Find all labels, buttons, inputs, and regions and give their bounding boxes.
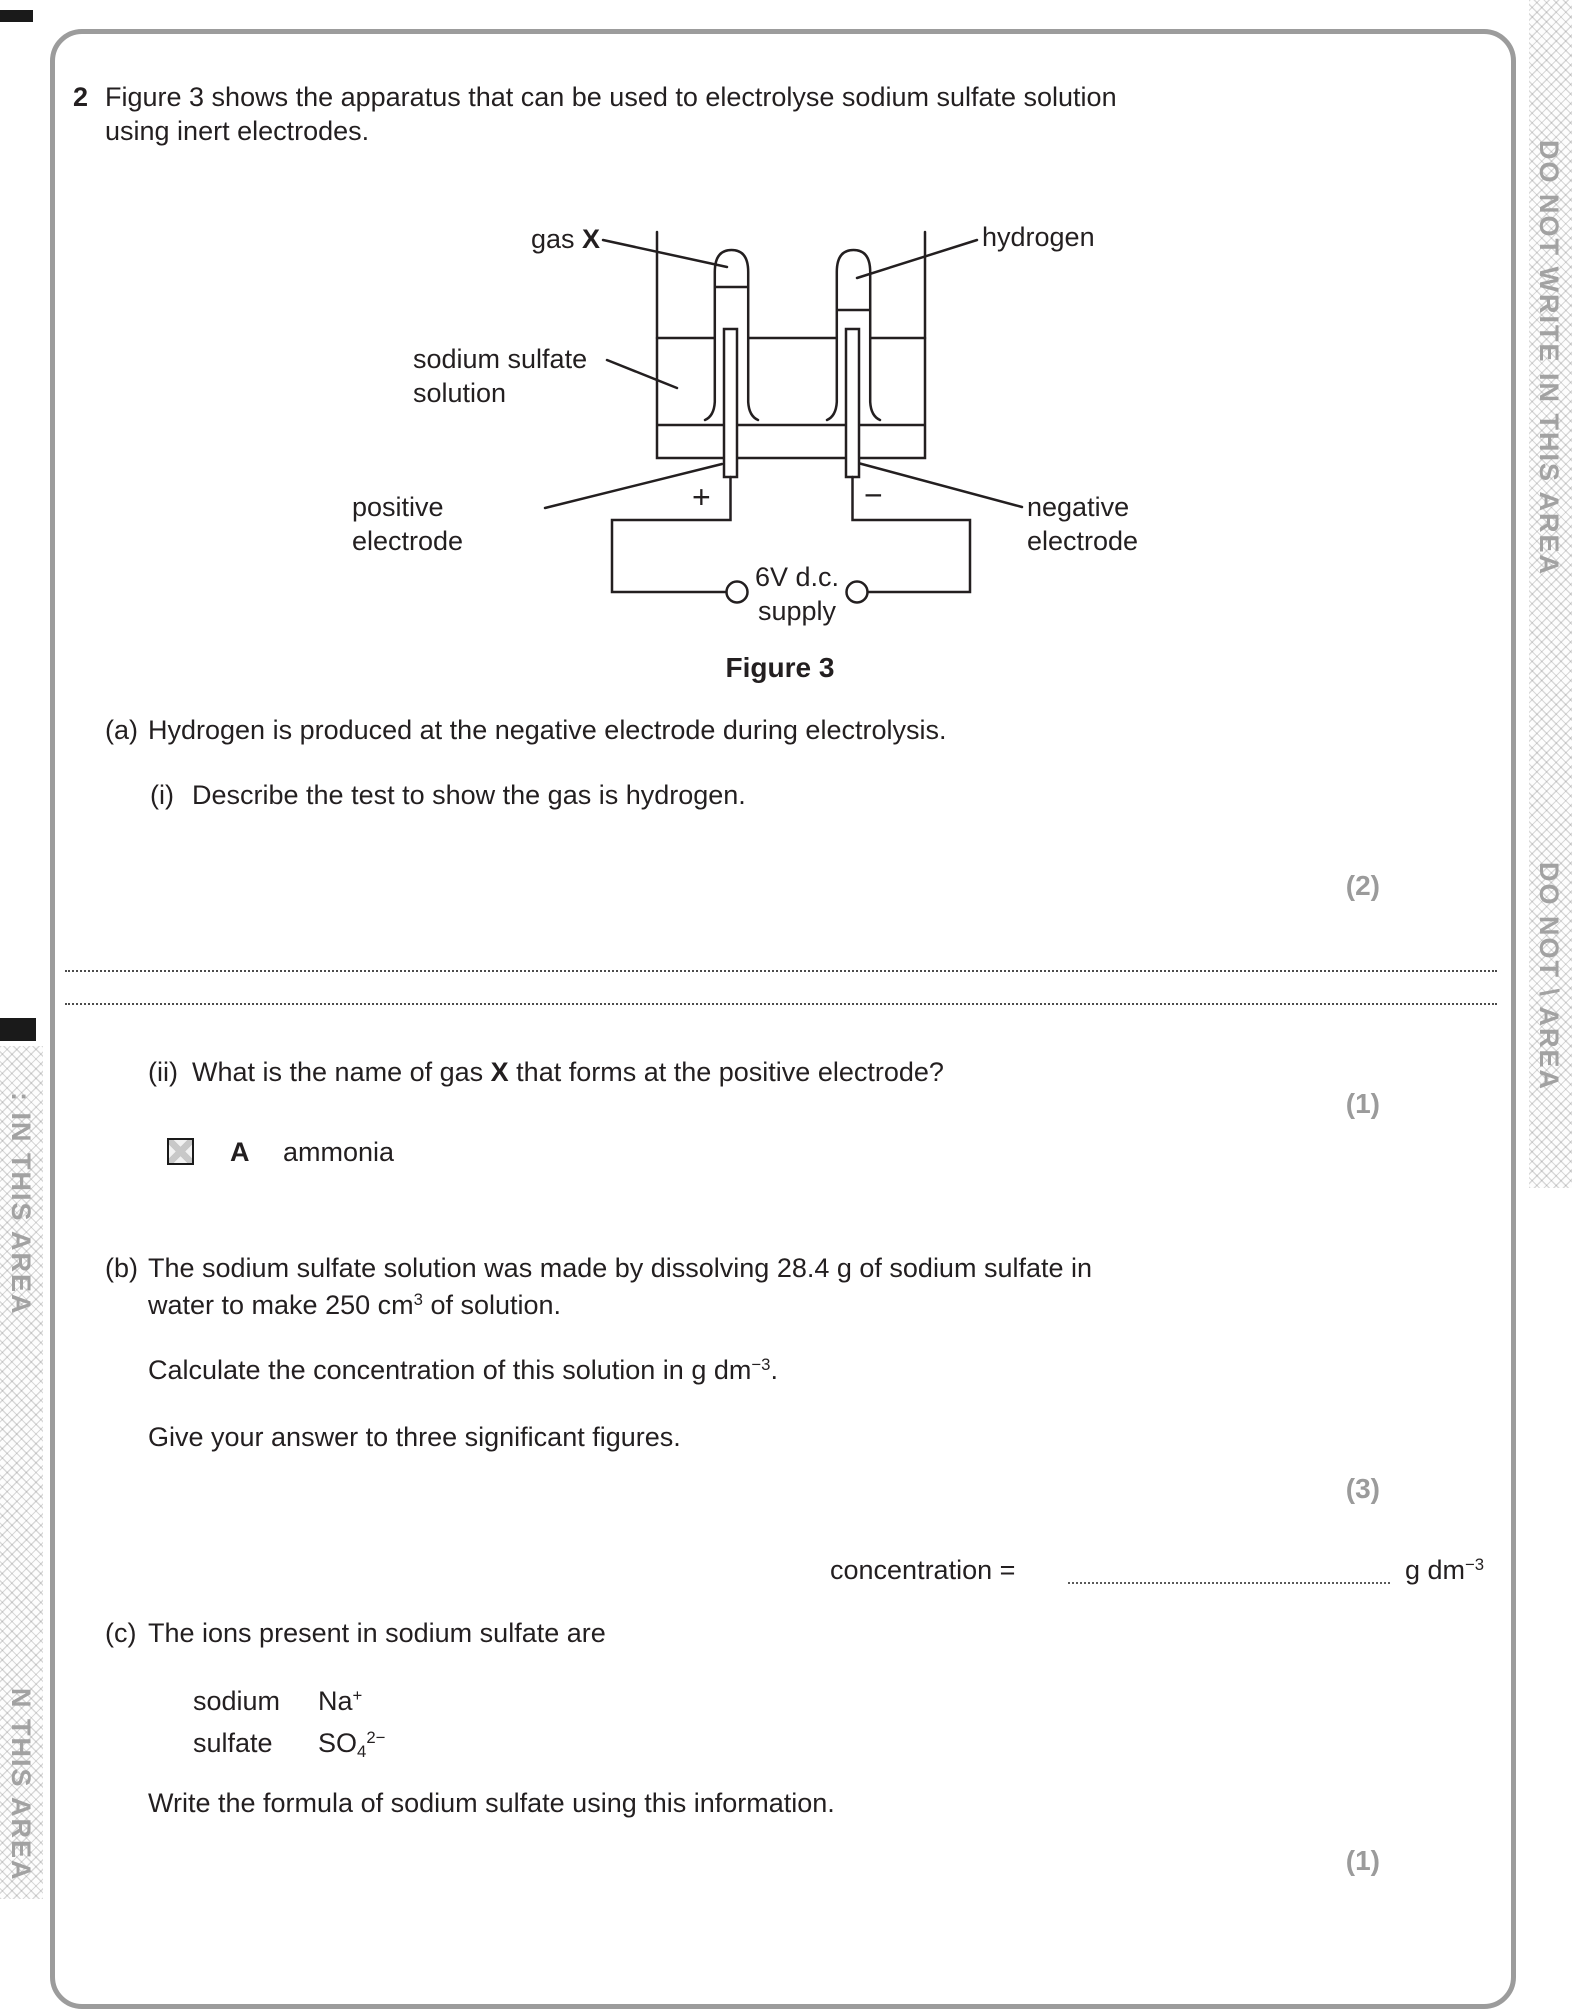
negative-electrode-label: negative electrode (1027, 492, 1139, 556)
plus-sign: + (692, 479, 711, 515)
hydrogen-leader-line (857, 240, 977, 278)
concentration-answer-blank[interactable] (1068, 1582, 1390, 1584)
minus-sign: − (864, 477, 883, 513)
part-a-i-label: (i) (150, 780, 174, 810)
answer-line-1[interactable] (65, 970, 1497, 972)
part-b-label: (b) (105, 1253, 138, 1283)
cell-container (657, 232, 925, 458)
part-a-ii-text: What is the name of gas X that forms at the positive electrode? (192, 1057, 944, 1087)
solution-leader-line (607, 360, 677, 388)
part-a-ii-label: (ii) (148, 1057, 178, 1087)
marks-b: (3) (1345, 1473, 1380, 1504)
part-a-text: Hydrogen is produced at the negative electrode during electrolysis. (148, 715, 947, 745)
sodium-ion-formula: Na+ (318, 1685, 363, 1716)
part-c-write-text: Write the formula of sodium sulfate using this information. (148, 1788, 835, 1818)
intro-line-1: Figure 3 shows the apparatus that can be used to electrolyse sodium sulfate solution (105, 82, 1117, 112)
supply-label: 6V d.c. supply (754, 562, 840, 626)
sulfate-ion-formula: $SO4^{2-}$ (318, 1727, 386, 1761)
marks-a-i: (2) (1345, 870, 1380, 901)
part-a-i-text: Describe the test to show the gas is hydrogen. (192, 780, 746, 810)
supply-terminal-right (847, 582, 868, 603)
gas-x-label: gas X (530, 224, 600, 254)
concentration-unit: g $dm^{-3}$ (1405, 1554, 1485, 1585)
negative-electrode-rod (846, 329, 859, 477)
option-a-checkbox[interactable] (167, 1138, 194, 1165)
do-not-write-text-right-top: DO NOT WRITE IN THIS AREA (1534, 140, 1564, 576)
question-number: 2 (73, 82, 89, 112)
sodium-ion-name: sodium (193, 1686, 281, 1716)
positive-electrode-rod (724, 329, 737, 477)
part-b-sig-figs: Give your answer to three significant figures. (148, 1422, 681, 1452)
answer-line-2[interactable] (65, 1003, 1497, 1005)
gas-x-leader-line (603, 240, 727, 267)
do-not-write-text-right-mid: DO NOT \ AREA (1534, 862, 1564, 1092)
option-a-text: ammonia (283, 1137, 395, 1167)
figure-caption: Figure 3 (725, 652, 835, 683)
hydrogen-label: hydrogen (982, 222, 1095, 252)
do-not-write-text-left-mid: : IN THIS AREA (6, 1092, 36, 1316)
supply-terminal-left (727, 582, 748, 603)
marks-c: (1) (1345, 1845, 1380, 1876)
part-c-label: (c) (105, 1618, 137, 1648)
marks-a-ii: (1) (1345, 1088, 1380, 1119)
concentration-answer-label: concentration = (830, 1555, 1016, 1585)
do-not-write-text-left-bottom: N THIS AREA (6, 1688, 36, 1882)
print-registration-bar-left (0, 1018, 36, 1041)
sulfate-ion-name: sulfate (193, 1728, 273, 1758)
solution-label: sodium sulfate solution (413, 344, 588, 408)
intro-line-2: using inert electrodes. (105, 116, 370, 146)
part-b-line1: The sodium sulfate solution was made by dissolving 28.4 g of sodium sulfate in (148, 1253, 1093, 1283)
option-a-letter: A (230, 1137, 250, 1167)
part-c-text: The ions present in sodium sulfate are (148, 1618, 606, 1648)
part-b-line2: water to make 250 $cm^3$ of solution. (148, 1289, 562, 1320)
part-a-label: (a) (105, 715, 138, 745)
part-b-calculate: Calculate the concentration of this solution in g $dm^{-3}$. (148, 1354, 778, 1385)
positive-electrode-label: positive electrode (352, 492, 464, 556)
